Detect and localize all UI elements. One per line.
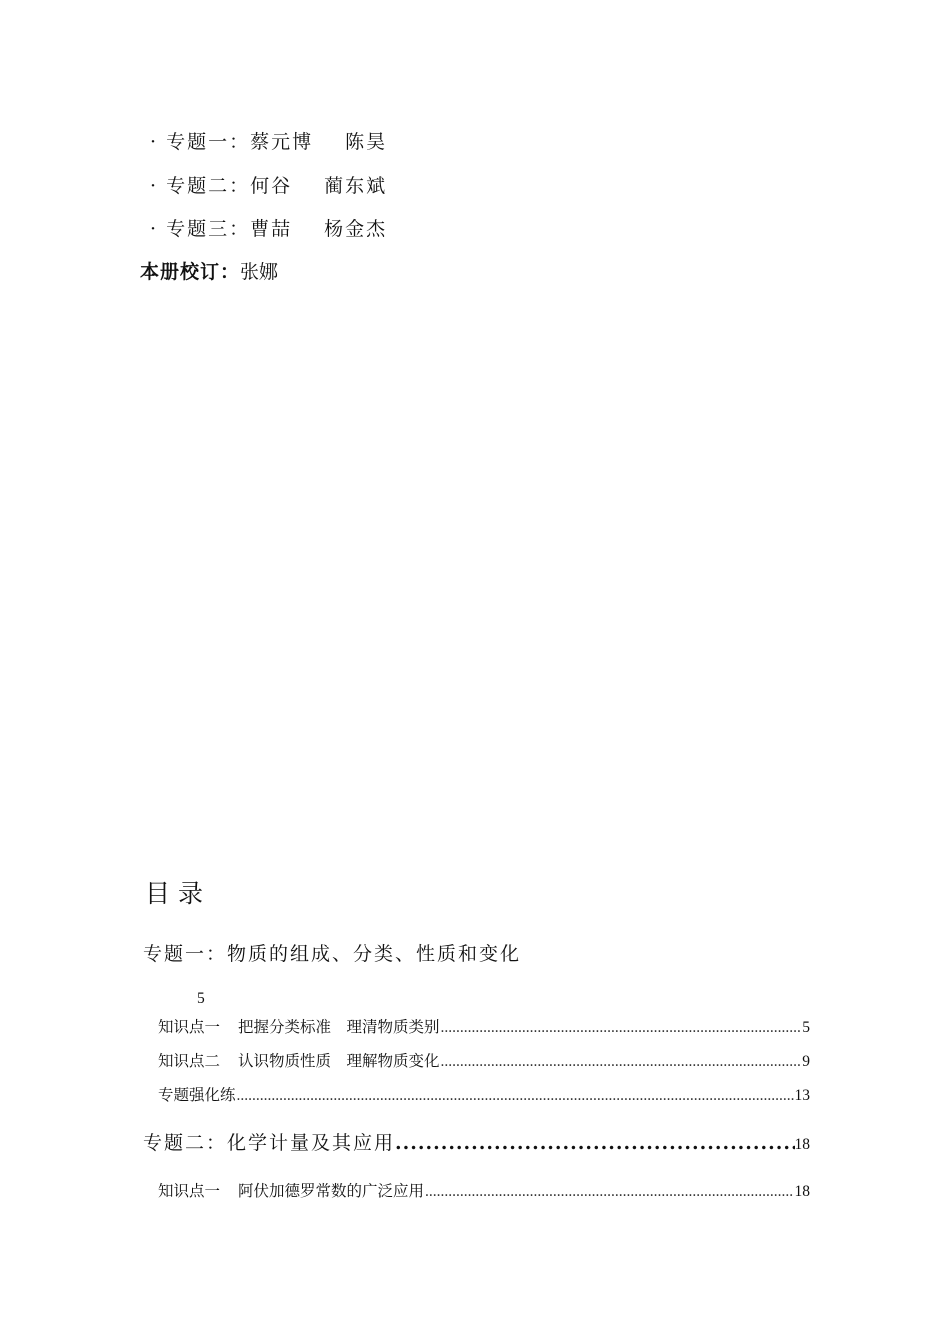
dot-leader — [425, 1183, 793, 1201]
topic-page: 18 — [794, 1136, 810, 1153]
credit-line-3 — [150, 214, 387, 241]
entry-page: 13 — [794, 1087, 810, 1104]
credit-name: 曹喆 — [250, 218, 293, 240]
entry-label: 知识点二 — [158, 1053, 221, 1070]
entry-title: 专题强化练 — [158, 1087, 236, 1104]
credit-name: 蔡元博 — [250, 131, 314, 153]
entry-page: 9 — [802, 1053, 810, 1070]
dot-leader — [237, 1087, 794, 1105]
credit-label: · 专题三： — [150, 218, 251, 240]
entry-label: 知识点一 — [158, 1019, 221, 1036]
entry-page: 5 — [802, 1019, 810, 1036]
credit-name: 杨金杰 — [324, 218, 388, 240]
proofreader-line — [140, 257, 278, 284]
stray-page-number: 5 — [197, 990, 205, 1007]
credit-name: 蔺东斌 — [324, 175, 388, 197]
credit-line-2 — [150, 171, 387, 198]
dot-leader — [395, 1132, 794, 1154]
proofreader-name: 张娜 — [240, 261, 279, 283]
entry-title: 认识物质性质 理解物质变化 — [238, 1053, 440, 1070]
credit-name: 陈昊 — [345, 131, 388, 153]
proofreader-label: 本册校订： — [140, 261, 241, 283]
credit-label: · 专题一： — [150, 131, 251, 153]
entry-label: 知识点一 — [158, 1183, 221, 1200]
toc-entry[interactable] — [158, 1049, 810, 1071]
dot-leader — [441, 1019, 802, 1037]
entry-title: 把握分类标准 理清物质类别 — [238, 1019, 440, 1036]
toc-topic-1[interactable]: 专题一：物质的组成、分类、性质和变化 — [143, 943, 522, 965]
toc-entry[interactable] — [158, 1179, 810, 1201]
toc-entry[interactable] — [158, 1083, 810, 1105]
entry-page: 18 — [794, 1183, 810, 1200]
credit-line-1 — [150, 127, 387, 154]
toc-title: 目录 — [145, 879, 212, 908]
dot-leader — [441, 1053, 802, 1071]
entry-title: 阿伏加德罗常数的广泛应用 — [238, 1183, 425, 1200]
credit-label: · 专题二： — [150, 175, 251, 197]
topic-title: 专题二：化学计量及其应用 — [143, 1132, 396, 1154]
toc-entry[interactable] — [158, 1015, 810, 1037]
toc-topic-2[interactable] — [143, 1128, 810, 1155]
credit-name: 何谷 — [250, 175, 293, 197]
